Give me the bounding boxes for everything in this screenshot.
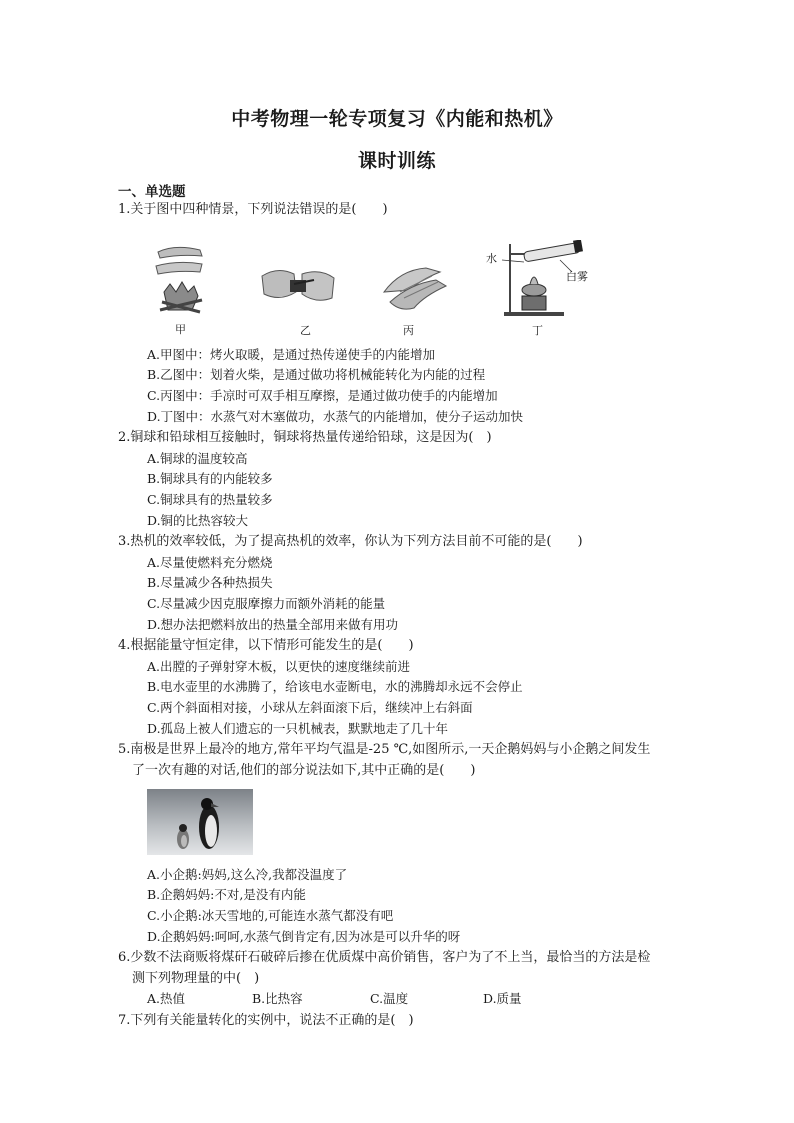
q6-option-c: C.温度 bbox=[370, 991, 409, 1006]
fig-label-bing: 丙 bbox=[403, 324, 414, 337]
label-water: 水 bbox=[486, 252, 497, 265]
q4-option-c: C.两个斜面相对接，小球从左斜面滚下后，继续冲上右斜面 bbox=[147, 700, 473, 715]
q1-option-c: C.丙图中：手凉时可双手相互摩擦，是通过做功使手的内能增加 bbox=[147, 388, 498, 403]
q7-stem: 7.下列有关能量转化的实例中，说法不正确的是( ) bbox=[118, 1013, 414, 1028]
q5-stem-line1: 5.南极是世界上最冷的地方,常年平均气温是-25 ℃,如图所示,一天企鹅妈妈与小企鹅之间发生 bbox=[118, 742, 651, 757]
q6-option-b: B.比热容 bbox=[252, 991, 303, 1006]
q5-option-a: A.小企鹅:妈妈,这么冷,我都没温度了 bbox=[147, 867, 348, 882]
q6-stem-line2: 测下列物理量的中( ) bbox=[132, 971, 260, 986]
q1-option-d: D.丁图中：水蒸气对木塞做功，水蒸气的内能增加，使分子运动加快 bbox=[147, 409, 524, 424]
q1-stem: 1.关于图中四种情景，下列说法错误的是( ) bbox=[118, 202, 388, 217]
q6-option-a: A.热值 bbox=[147, 991, 186, 1006]
q3-option-c: C.尽量减少因克服摩擦力而额外消耗的能量 bbox=[147, 596, 386, 611]
q4-stem: 4.根据能量守恒定律，以下情形可能发生的是( ) bbox=[118, 638, 414, 653]
q6-stem-line1: 6.少数不法商贩将煤矸石破碎后掺在优质煤中高价销售，客户为了不上当，最恰当的方法是检 bbox=[118, 950, 651, 965]
q3-option-b: B.尽量减少各种热损失 bbox=[147, 575, 273, 590]
fig-jia-hands-fire bbox=[150, 240, 210, 320]
document-subtitle: 课时训练 bbox=[357, 150, 436, 172]
q3-stem: 3.热机的效率较低，为了提高热机的效率，你认为下列方法目前不可能的是( ) bbox=[118, 534, 583, 549]
q1-option-a: A.甲图中：烤火取暖，是通过热传递使手的内能增加 bbox=[147, 347, 436, 362]
q2-option-c: C.铜球具有的热量较多 bbox=[147, 492, 273, 507]
fig-label-jia: 甲 bbox=[175, 323, 186, 336]
q2-stem: 2.铜球和铅球相互接触时，铜球将热量传递给铅球，这是因为( ) bbox=[118, 430, 492, 445]
q3-option-a: A.尽量使燃料充分燃烧 bbox=[147, 555, 273, 570]
q4-option-b: B.电水壶里的水沸腾了，给该电水壶断电，水的沸腾却永远不会停止 bbox=[147, 679, 523, 694]
q6-option-d: D.质量 bbox=[483, 991, 522, 1006]
q2-option-d: D.铜的比热容较大 bbox=[147, 513, 249, 528]
q4-option-a: A.出膛的子弹射穿木板，以更快的速度继续前进 bbox=[147, 659, 411, 674]
q3-option-d: D.想办法把燃料放出的热量全部用来做有用功 bbox=[147, 617, 399, 632]
q2-option-a: A.铜球的温度较高 bbox=[147, 451, 248, 466]
q5-stem-line2: 了一次有趣的对话,他们的部分说法如下,其中正确的是( ) bbox=[132, 763, 476, 778]
fig-label-ding: 丁 bbox=[532, 324, 543, 337]
section-heading: 一、单选题 bbox=[118, 184, 186, 200]
q1-option-b: B.乙图中：划着火柴，是通过做功将机械能转化为内能的过程 bbox=[147, 367, 486, 382]
penguin-photo bbox=[147, 789, 253, 855]
fig-bing-rubbing-hands bbox=[380, 262, 450, 314]
fig-label-yi: 乙 bbox=[300, 324, 311, 337]
q5-option-c: C.小企鹅:冰天雪地的,可能连水蒸气都没有吧 bbox=[147, 908, 394, 923]
label-white-fog: 白雾 bbox=[566, 270, 588, 283]
q4-option-d: D.孤岛上被人们遗忘的一只机械表，默默地走了几十年 bbox=[147, 721, 449, 736]
document-title: 中考物理一轮专项复习《内能和热机》 bbox=[231, 108, 563, 130]
q5-option-d: D.企鹅妈妈:呵呵,水蒸气倒肯定有,因为冰是可以升华的呀 bbox=[147, 929, 461, 944]
q5-option-b: B.企鹅妈妈:不对,是没有内能 bbox=[147, 887, 306, 902]
fig-yi-match bbox=[260, 262, 336, 310]
q2-option-b: B.铜球具有的内能较多 bbox=[147, 471, 273, 486]
